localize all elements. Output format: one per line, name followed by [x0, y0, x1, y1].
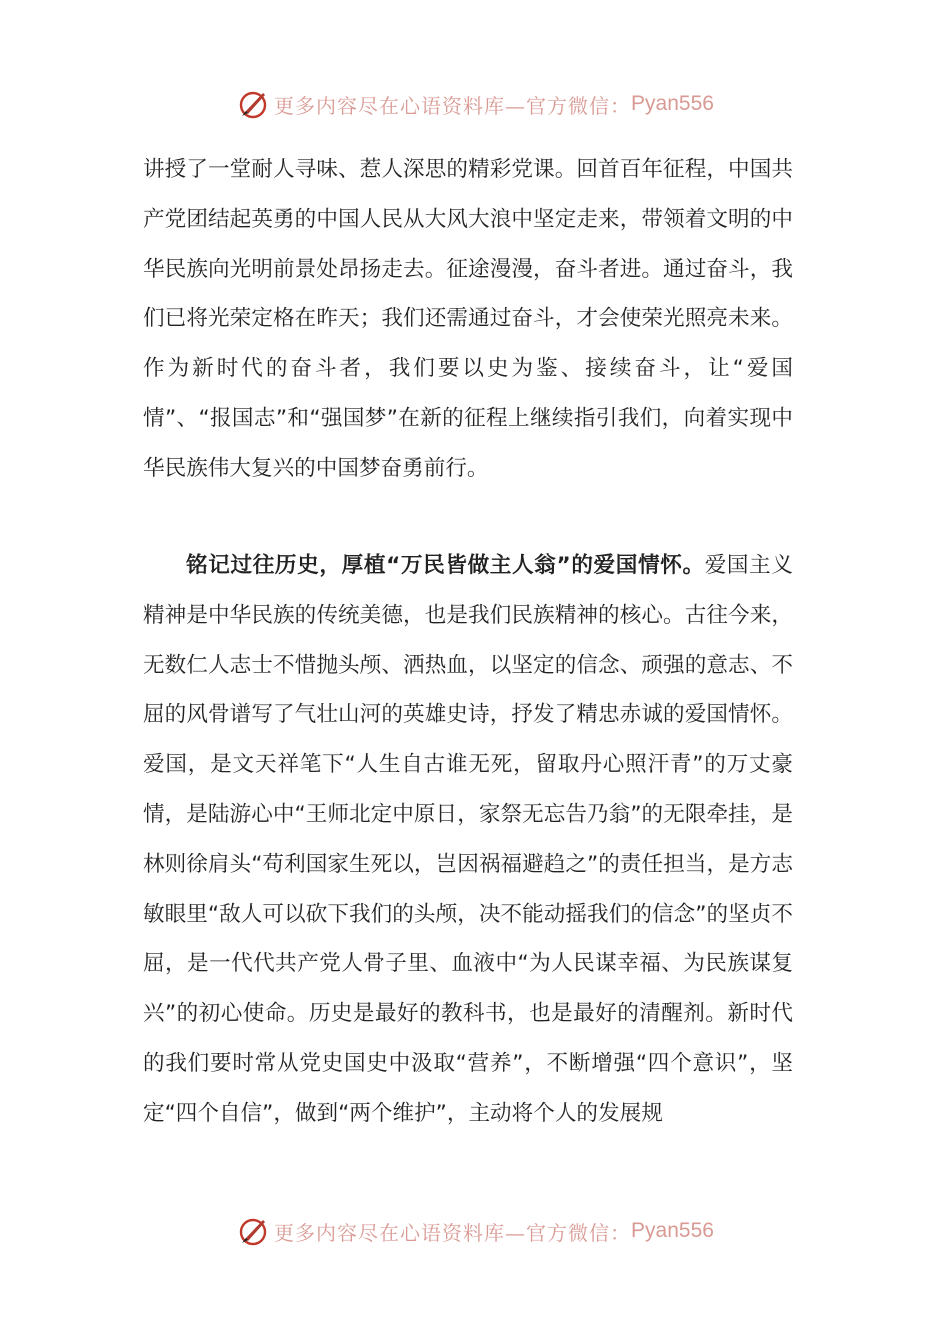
paragraph-2-lead: 铭记过往历史，厚植“万民皆做主人翁”的爱国情怀。	[186, 553, 705, 578]
watermark-brand: Pyan556	[631, 1219, 714, 1242]
quill-logo-icon	[236, 1214, 270, 1248]
footer-watermark	[0, 1211, 950, 1251]
paragraph-2	[143, 541, 793, 1139]
paragraph-1	[143, 145, 793, 494]
watermark-text: 更多内容尽在心语资料库—官方微信：	[274, 93, 632, 118]
header-watermark	[0, 84, 950, 124]
paragraph-1-text: 讲授了一堂耐人寻味、惹人深思的精彩党课。回首百年征程，中国共产党团结起英勇的中国人民从大风大浪中坚定走来，带领着文明的中华民族向光明前景处昂扬走去。征途漫漫，奋斗者进。通过奋斗，我们已将光荣定格在昨天；我们还需通过奋斗，才会使荣光照亮未来。作为新时代的奋斗者，我们要以史为鉴、接续奋斗，让“爱国情”、“报国志”和“强国梦”在新的征程上继续指引我们，向着实现中华民族伟大复兴的中国梦奋勇前行。	[143, 157, 793, 481]
watermark-text: 更多内容尽在心语资料库—官方微信：	[274, 1220, 632, 1245]
watermark-brand: Pyan556	[631, 92, 714, 115]
paragraph-2-text: 爱国主义精神是中华民族的传统美德，也是我们民族精神的核心。古往今来，无数仁人志士不惜抛头颅、洒热血，以坚定的信念、顽强的意志、不屈的风骨谱写了气壮山河的英雄史诗，抒发了精忠赤诚的爱国情怀。爱国，是文天祥笔下“人生自古谁无死，留取丹心照汗青”的万丈豪情，是陆游心中“王师北定中原日，家祭无忘告乃翁”的无限牵挂，是林则徐肩头“苟利国家生死以，岂因祸福避趋之”的责任担当，是方志敏眼里“敌人可以砍下我们的头颅，决不能动摇我们的信念”的坚贞不屈，是一代代共产党人骨子里、血液中“为人民谋幸福、为民族谋复兴”的初心使命。历史是最好的教科书，也是最好的清醒剂。新时代的我们要时常从党史国史中汲取“营养”，不断增强“四个意识”，坚定“四个自信”，做到“两个维护”，主动将个人的发展规	[143, 553, 793, 1126]
quill-logo-icon	[236, 87, 270, 121]
